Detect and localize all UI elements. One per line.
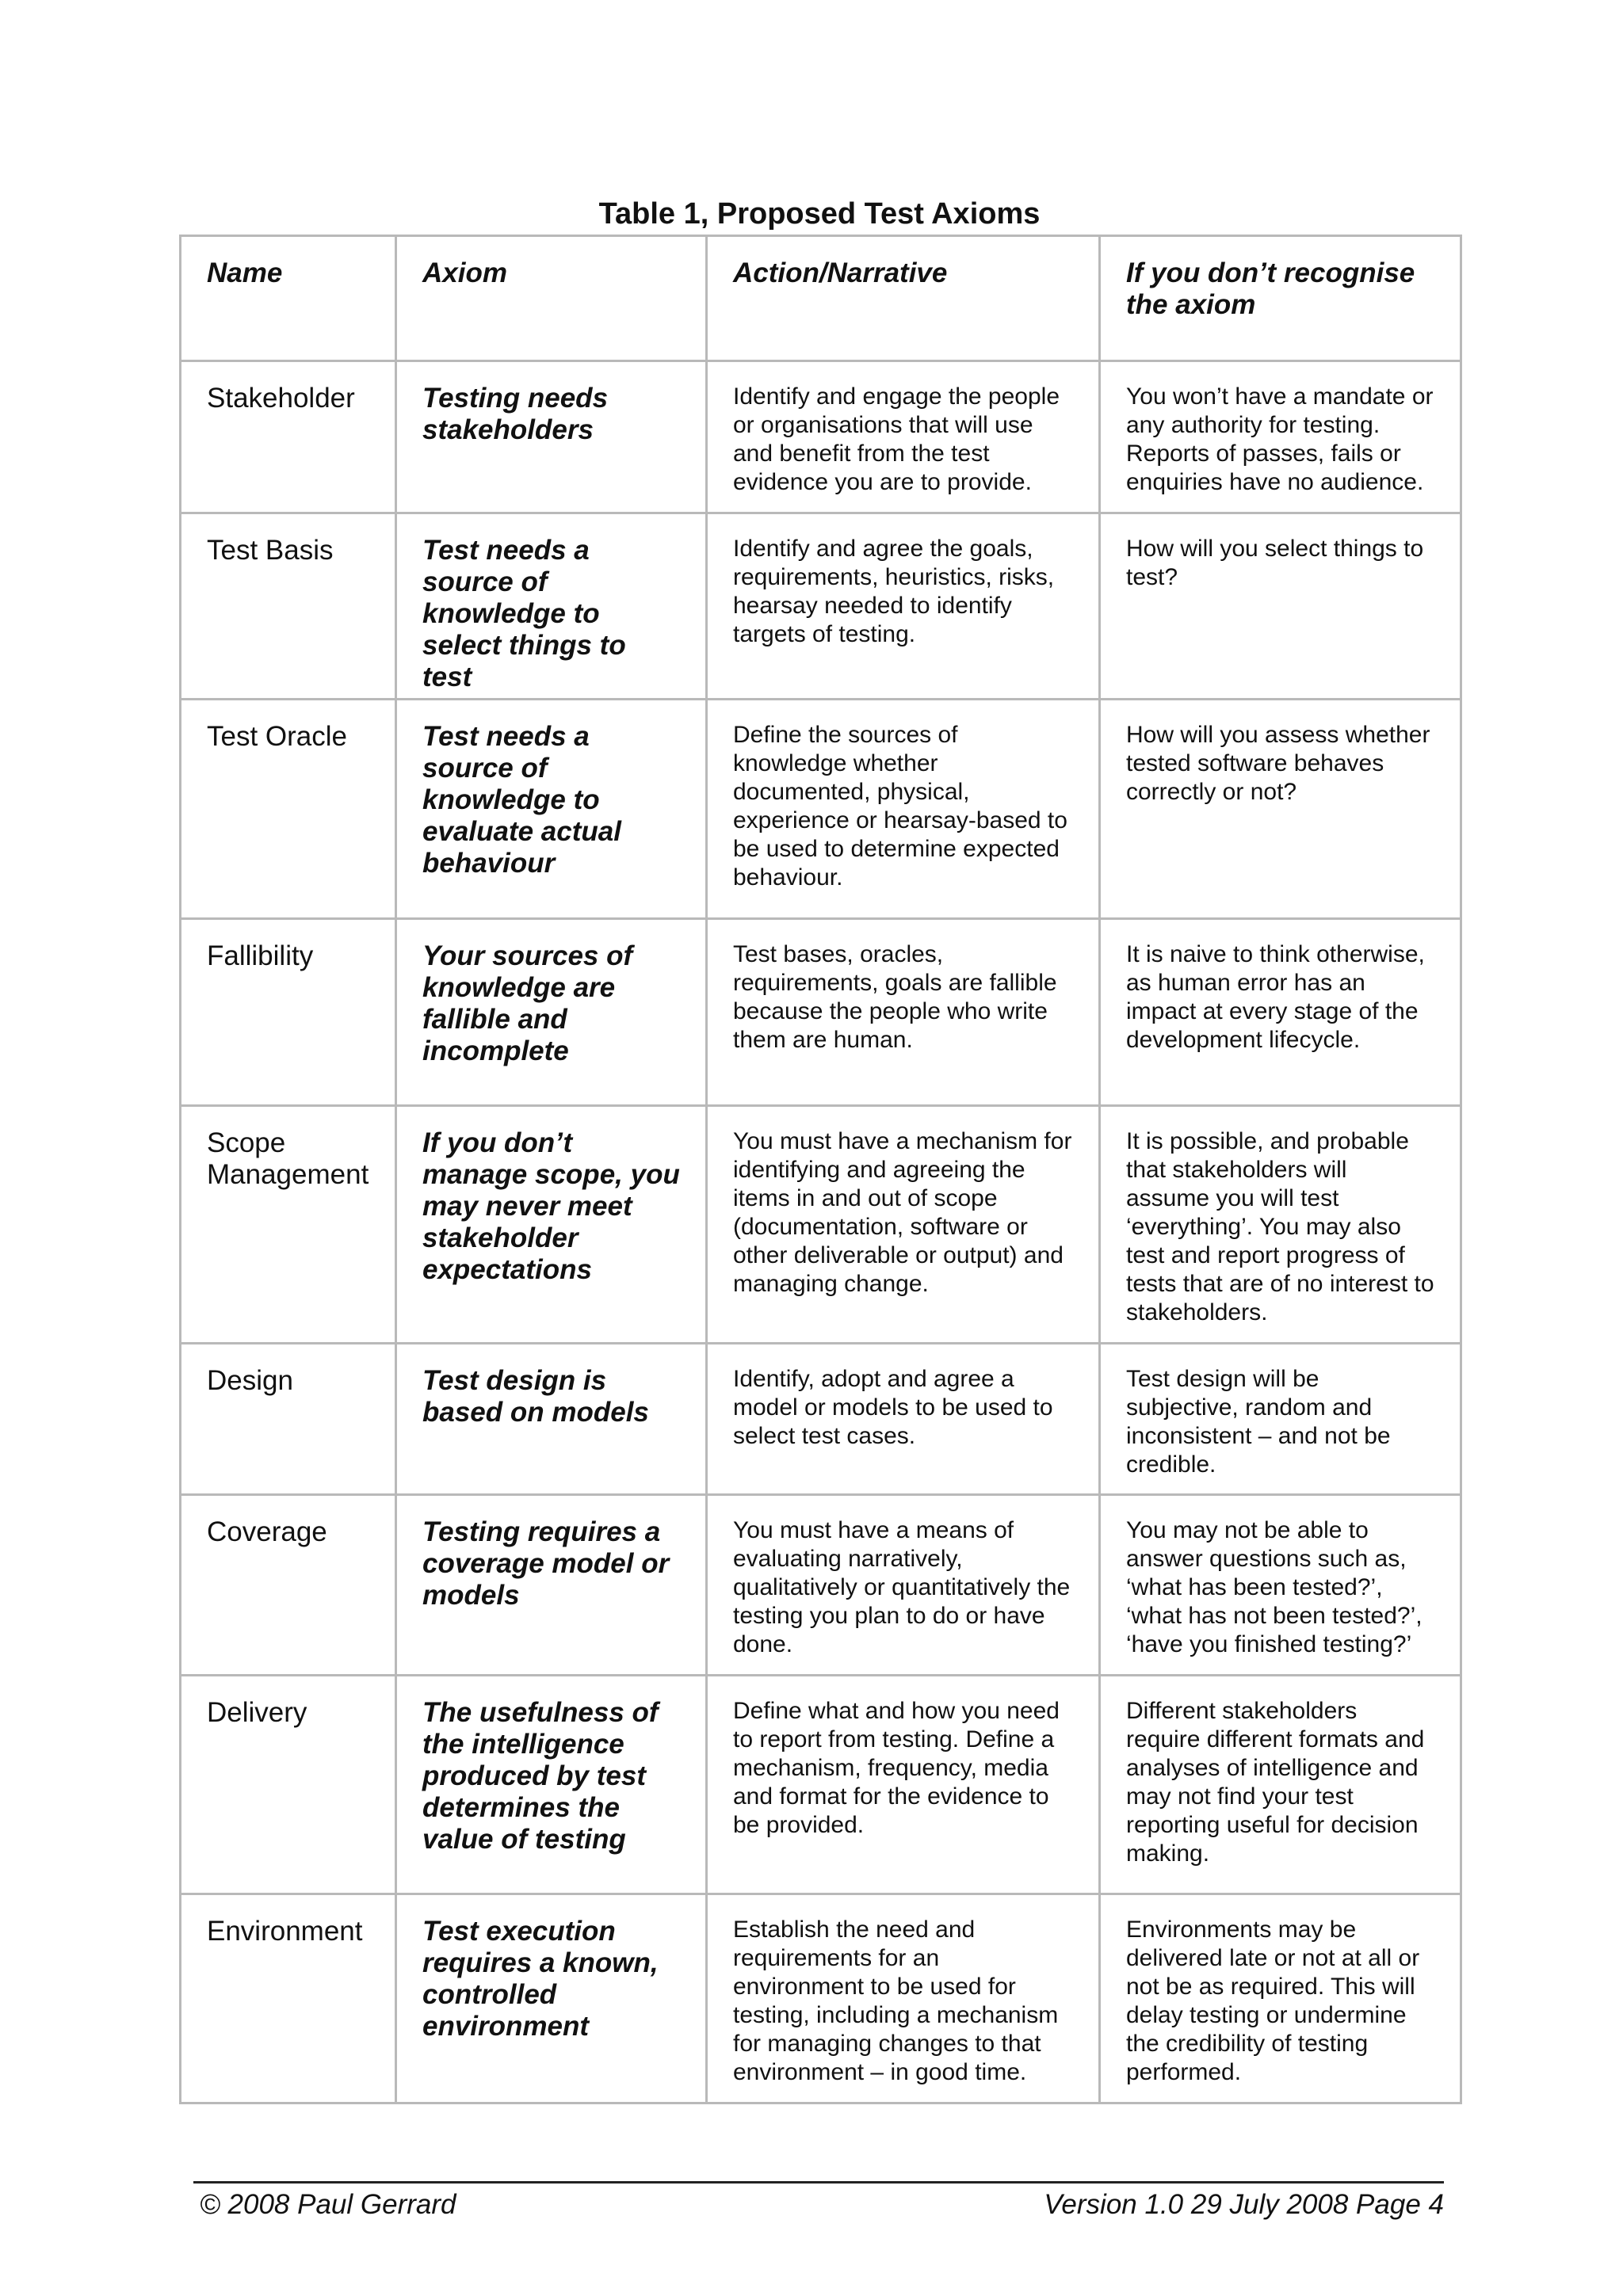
row-name: Delivery: [181, 1676, 396, 1894]
row-name: Environment: [181, 1894, 396, 2103]
header-action: Action/Narrative: [707, 236, 1100, 361]
row-name: Stakeholder: [181, 361, 396, 513]
row-if-not: How will you select things to test?: [1100, 513, 1461, 700]
table-row: [181, 1894, 1461, 2103]
row-if-not: Different stakeholders require different formats and analyses of intelligence and may not find your test reporting useful for decision making.: [1100, 1676, 1461, 1894]
row-axiom: Test needs a source of knowledge to evaluate actual behaviour: [396, 700, 707, 919]
header-if-not: If you don’t recognise the axiom: [1100, 236, 1461, 361]
axioms-table: [179, 235, 1462, 2104]
row-action: You must have a mechanism for identifying and agreeing the items in and out of scope (documentation, software or other deliverable or output) and managing change.: [707, 1106, 1100, 1344]
row-action: Identify and engage the people or organisations that will use and benefit from the test evidence you are to provide.: [707, 361, 1100, 513]
footer-divider: [193, 2181, 1444, 2183]
row-axiom: The usefulness of the intelligence produced by test determines the value of testing: [396, 1676, 707, 1894]
row-axiom: Test design is based on models: [396, 1344, 707, 1495]
row-action: Define what and how you need to report from testing. Define a mechanism, frequency, media and format for the evidence to be provided.: [707, 1676, 1100, 1894]
row-action: Identify, adopt and agree a model or models to be used to select test cases.: [707, 1344, 1100, 1495]
table-row: [181, 1344, 1461, 1495]
table-caption: Table 1, Proposed Test Axioms: [598, 197, 1041, 231]
row-action: Identify and agree the goals, requirements, heuristics, risks, hearsay needed to identify targets of testing.: [707, 513, 1100, 700]
row-axiom: Your sources of knowledge are fallible and incomplete: [396, 919, 707, 1106]
row-if-not: You may not be able to answer questions such as, ‘what has been tested?’, ‘what has not been tested?’, ‘have you finished testing?’: [1100, 1495, 1461, 1676]
row-if-not: It is naive to think otherwise, as human error has an impact at every stage of the development lifecycle.: [1100, 919, 1461, 1106]
row-name: Coverage: [181, 1495, 396, 1676]
table-row: [181, 1495, 1461, 1676]
table-row: [181, 513, 1461, 700]
row-if-not: Test design will be subjective, random and inconsistent – and not be credible.: [1100, 1344, 1461, 1495]
table-row: [181, 700, 1461, 919]
row-action: You must have a means of evaluating narratively, qualitatively or quantitatively the testing you plan to do or have done.: [707, 1495, 1100, 1676]
table-row: [181, 361, 1461, 513]
row-if-not: How will you assess whether tested software behaves correctly or not?: [1100, 700, 1461, 919]
table-row: [181, 1676, 1461, 1894]
row-axiom: If you don’t manage scope, you may never meet stakeholder expectations: [396, 1106, 707, 1344]
footer-version: Version 1.0 29 July 2008 Page 4: [1044, 2189, 1444, 2220]
row-name: Scope Management: [181, 1106, 396, 1344]
row-name: Test Basis: [181, 513, 396, 700]
row-axiom: Test needs a source of knowledge to select things to test: [396, 513, 707, 700]
header-name: Name: [181, 236, 396, 361]
row-name: Test Oracle: [181, 700, 396, 919]
row-action: Establish the need and requirements for an environment to be used for testing, including a mechanism for managing changes to that environment – in good time.: [707, 1894, 1100, 2103]
row-name: Fallibility: [181, 919, 396, 1106]
row-axiom: Testing requires a coverage model or models: [396, 1495, 707, 1676]
table-header-row: [181, 236, 1461, 361]
row-if-not: Environments may be delivered late or not at all or not be as required. This will delay testing or undermine the credibility of testing performed.: [1100, 1894, 1461, 2103]
row-action: Test bases, oracles, requirements, goals are fallible because the people who write them are human.: [707, 919, 1100, 1106]
row-if-not: It is possible, and probable that stakeholders will assume you will test ‘everything’. You may also test and report progress of tests that are of no interest to stakeholders.: [1100, 1106, 1461, 1344]
row-name: Design: [181, 1344, 396, 1495]
table-row: [181, 1106, 1461, 1344]
header-axiom: Axiom: [396, 236, 707, 361]
row-if-not: You won’t have a mandate or any authority for testing. Reports of passes, fails or enquiries have no audience.: [1100, 361, 1461, 513]
row-action: Define the sources of knowledge whether documented, physical, experience or hearsay-based to be used to determine expected behaviour.: [707, 700, 1100, 919]
footer-copyright: © 2008 Paul Gerrard: [200, 2189, 456, 2220]
table-row: [181, 919, 1461, 1106]
row-axiom: Testing needs stakeholders: [396, 361, 707, 513]
row-axiom: Test execution requires a known, controlled environment: [396, 1894, 707, 2103]
